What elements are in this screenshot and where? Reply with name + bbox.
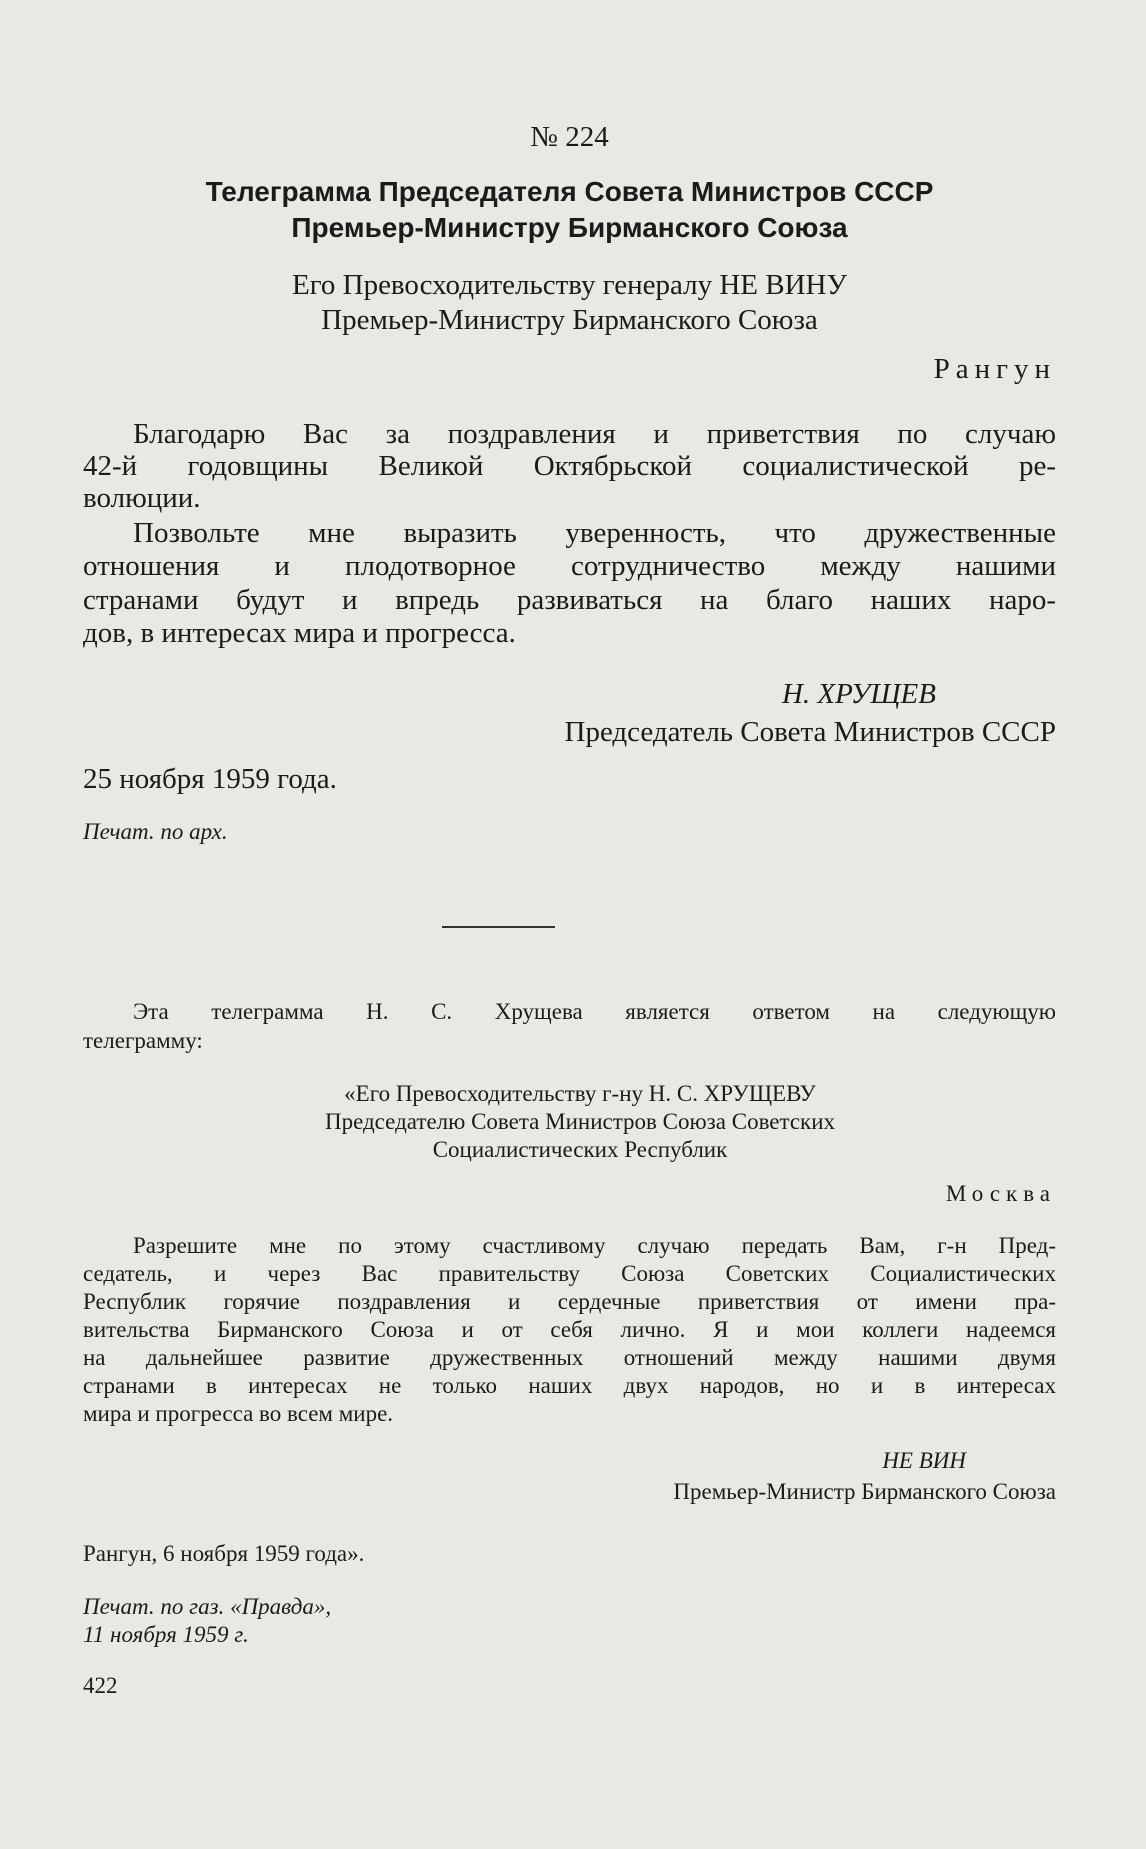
date: 25 ноября 1959 года. — [83, 763, 337, 795]
document-number: № 224 — [530, 121, 609, 153]
body-line: отношения и плодотворное сотрудничество между нашими — [83, 550, 1056, 582]
place: Рангун — [933, 353, 1056, 385]
page-number: 422 — [83, 1673, 118, 1698]
quoted-addressee-line: «Его Превосходительству г-ну Н. С. ХРУЩЕВУ — [344, 1081, 816, 1106]
divider — [442, 926, 555, 928]
quoted-line: странами в интересах не только наших двух народов, но и в интересах — [83, 1373, 1056, 1398]
addressee — [83, 268, 1056, 338]
quoted-source — [83, 1593, 331, 1649]
note-line: телеграмму: — [83, 1028, 203, 1053]
quoted-line: седатель, и через Вас правительству Союза Советских Социалистических — [83, 1261, 1056, 1286]
quoted-signature-name: НЕ ВИН — [882, 1448, 966, 1473]
addressee-line: Его Превосходительству генералу НЕ ВИНУ — [291, 269, 848, 301]
body-line: волюции. — [83, 482, 201, 514]
body-line: странами будут и впредь развиваться на благо наших наро- — [83, 584, 1056, 616]
quoted-line: Республик горячие поздравления и сердечные приветствия от имени пра- — [83, 1289, 1056, 1314]
body-line: дов, в интересах мира и прогресса. — [83, 617, 516, 649]
body-line: Благодарю Вас за поздравления и приветствия по случаю — [133, 418, 1056, 450]
title-line: Телеграмма Председателя Совета Министров СССР — [205, 176, 934, 207]
quoted-source-line: Печат. по газ. «Правда», — [83, 1594, 332, 1619]
note-line: Эта телеграмма Н. С. Хрущева является ответом на следующую — [133, 999, 1056, 1024]
source-note: Печат. по арх. — [83, 819, 228, 844]
addressee-line: Премьер-Министру Бирманского Союза — [321, 304, 818, 336]
signature-name: Н. ХРУЩЕВ — [781, 678, 936, 710]
quoted-line: Разрешите мне по этому счастливому случаю передать Вам, г-н Пред- — [133, 1233, 1056, 1258]
quoted-line: вительства Бирманского Союза и от себя лично. Я и мои коллеги надеемся — [83, 1317, 1056, 1342]
body-line: 42-й годовщины Великой Октябрьской социалистической ре- — [83, 450, 1056, 482]
signature-title: Председатель Совета Министров СССР — [564, 716, 1056, 748]
quoted-line: мира и прогресса во всем мире. — [83, 1401, 394, 1426]
quoted-line: на дальнейшее развитие дружественных отношений между нашими двумя — [83, 1345, 1056, 1370]
quoted-place: Москва — [945, 1181, 1056, 1206]
quoted-date: Рангун, 6 ноября 1959 года». — [83, 1541, 365, 1566]
document-title — [83, 174, 1056, 246]
body-line: Позвольте мне выразить уверенность, что дружественные — [133, 517, 1056, 549]
quoted-signature-title: Премьер-Министр Бирманского Союза — [673, 1479, 1056, 1504]
title-line: Премьер-Министру Бирманского Союза — [291, 212, 848, 243]
quoted-source-line: 11 ноября 1959 г. — [83, 1622, 249, 1647]
quoted-addressee-line: Председателю Совета Министров Союза Советских — [324, 1109, 836, 1134]
quoted-addressee-line: Социалистических Республик — [432, 1137, 728, 1162]
